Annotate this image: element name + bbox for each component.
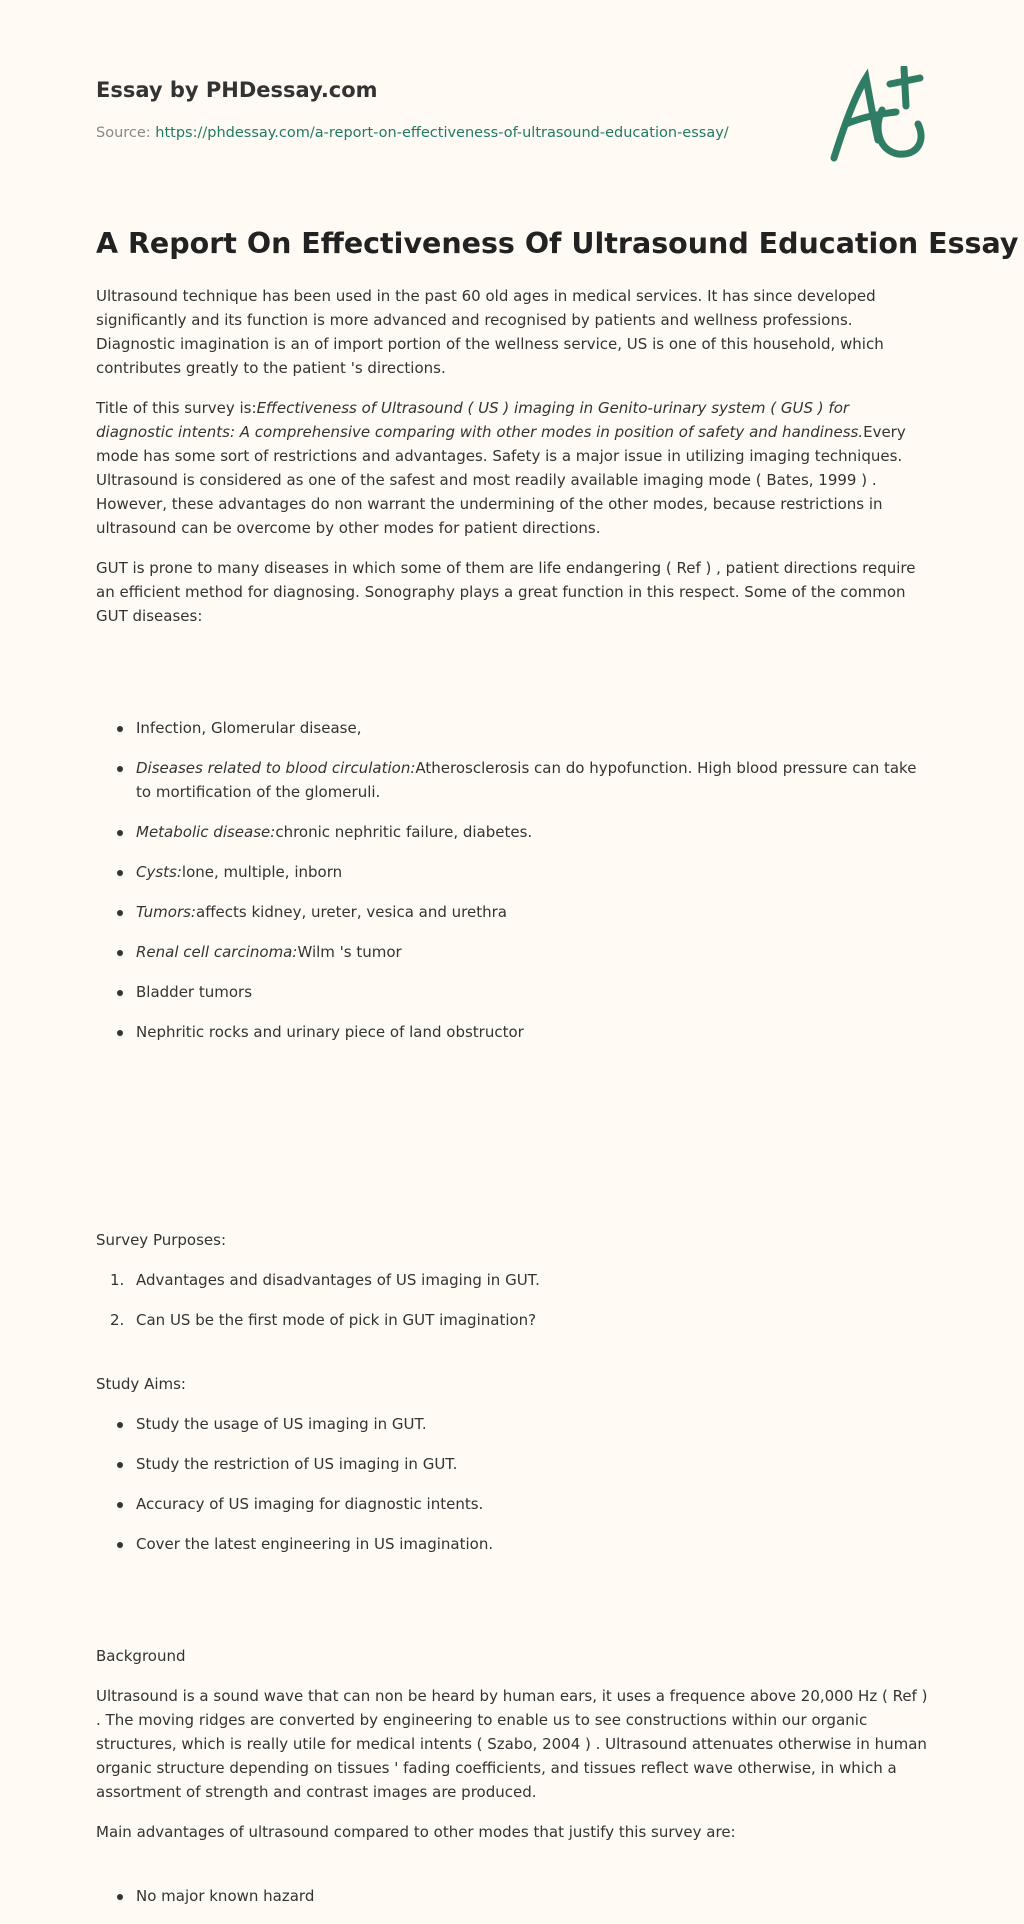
- survey-title-rest: Every mode has some sort of restrictions and advantages. Safety is a major issue in utilizing imaging techniques. Ultrasound is considered as one of the safest and most readily available imaging mode ( Bates, 1999 ) . However, these advantages do non warrant the undermining of the other modes, because restrictions in ultrasound can be overcome by other modes for patient directions.: [96, 423, 906, 537]
- a-plus-logo-icon: [822, 66, 932, 166]
- source-line: [96, 122, 729, 144]
- list-item-italic: Diseases related to blood circulation:: [136, 759, 416, 777]
- list-item: [96, 900, 928, 924]
- list-item-number: 2.: [110, 1311, 125, 1329]
- list-item: Study the usage of US imaging in GUT.: [96, 1412, 928, 1436]
- list-item: Cover the latest engineering in US imagination.: [96, 1532, 928, 1556]
- list-item-text: Bladder tumors: [136, 983, 253, 1001]
- list-item: [96, 756, 928, 804]
- source-link[interactable]: https://phdessay.com/a-report-on-effectiveness-of-ultrasound-education-essay/: [155, 125, 729, 141]
- survey-title-paragraph: [96, 396, 928, 540]
- list-item-text: Advantages and disadvantages of US imaging in GUT.: [136, 1271, 540, 1289]
- list-item-text: Wilm 's tumor: [297, 943, 402, 961]
- list-item: [96, 1268, 928, 1292]
- list-item: Accuracy of US imaging for diagnostic intents.: [96, 1492, 928, 1516]
- list-item-text: Atherosclerosis can do hypofunction. High blood pressure can take to mortification of the glomeruli.: [136, 759, 917, 801]
- list-item: [96, 980, 928, 1004]
- essay-title: A Report On Effectiveness Of Ultrasound Education Essay: [96, 227, 1019, 260]
- survey-title-italic: Effectiveness of Ultrasound ( US ) imaging in Genito-urinary system ( GUS ) for diagnostic intents: A comprehensive comparing with other modes in position of safety and handiness.: [96, 399, 864, 441]
- list-item-text: affects kidney, ureter, vesica and urethra: [196, 903, 507, 921]
- gut-diseases-paragraph: GUT is prone to many diseases in which some of them are life endangering ( Ref ) , patient directions require an efficient method for diagnosing. Sonography plays a great function in this respect. Some of the common GUT diseases:: [96, 559, 916, 625]
- diseases-list: [96, 716, 928, 1044]
- purposes-list: [96, 1268, 928, 1332]
- list-item: [96, 860, 928, 884]
- list-item-text: Can US be the first mode of pick in GUT imagination?: [136, 1311, 537, 1329]
- list-item-text: lone, multiple, inborn: [181, 863, 343, 881]
- aims-list: [96, 1412, 928, 1556]
- list-item: [96, 1308, 928, 1332]
- background-heading: Background: [96, 1647, 186, 1665]
- list-item-text: Nephritic rocks and urinary piece of land obstructor: [136, 1023, 524, 1041]
- list-item-number: 1.: [110, 1271, 125, 1289]
- purposes-heading: Survey Purposes:: [96, 1231, 227, 1249]
- list-item: [96, 940, 928, 964]
- list-item-text: Infection, Glomerular disease,: [136, 719, 362, 737]
- list-item-italic: Cysts:: [136, 863, 182, 881]
- list-item: [96, 820, 928, 844]
- list-item: [96, 716, 928, 740]
- background-paragraph: Ultrasound is a sound wave that can non be heard by human ears, it uses a frequence above 20,000 Hz ( Ref ) . The moving ridges are converted by engineering to enable us to see constructions within our organic structures, which is really utile for medical intents ( Szabo, 2004 ) . Ultrasound attenuates otherwise in human organic structure depending on tissues ' fading coefficients, and tissues reflect wave otherwise, in which a assortment of strength and contrast images are produced.: [96, 1687, 928, 1801]
- site-brand: Essay by PHDessay.com: [96, 78, 378, 102]
- aims-heading: Study Aims:: [96, 1375, 186, 1393]
- list-item-text: chronic nephritic failure, diabetes.: [275, 823, 533, 841]
- list-item: Study the restriction of US imaging in GUT.: [96, 1452, 928, 1476]
- list-item-italic: Tumors:: [136, 903, 196, 921]
- advantages-intro: Main advantages of ultrasound compared to other modes that justify this survey are:: [96, 1823, 736, 1841]
- list-item: No major known hazard: [96, 1884, 928, 1908]
- advantages-list: [96, 1884, 928, 1908]
- list-item-italic: Metabolic disease:: [136, 823, 276, 841]
- intro-paragraph: Ultrasound technique has been used in the past 60 old ages in medical services. It has since developed significantly and its function is more advanced and recognised by patients and wellness professions. Diagnostic imagination is an of import portion of the wellness service, US is one of this household, which contributes greatly to the patient 's directions.: [96, 287, 884, 377]
- survey-title-lead: Title of this survey is:: [96, 399, 257, 417]
- source-label: Source:: [96, 125, 156, 141]
- list-item-italic: Renal cell carcinoma:: [136, 943, 298, 961]
- list-item: [96, 1020, 928, 1044]
